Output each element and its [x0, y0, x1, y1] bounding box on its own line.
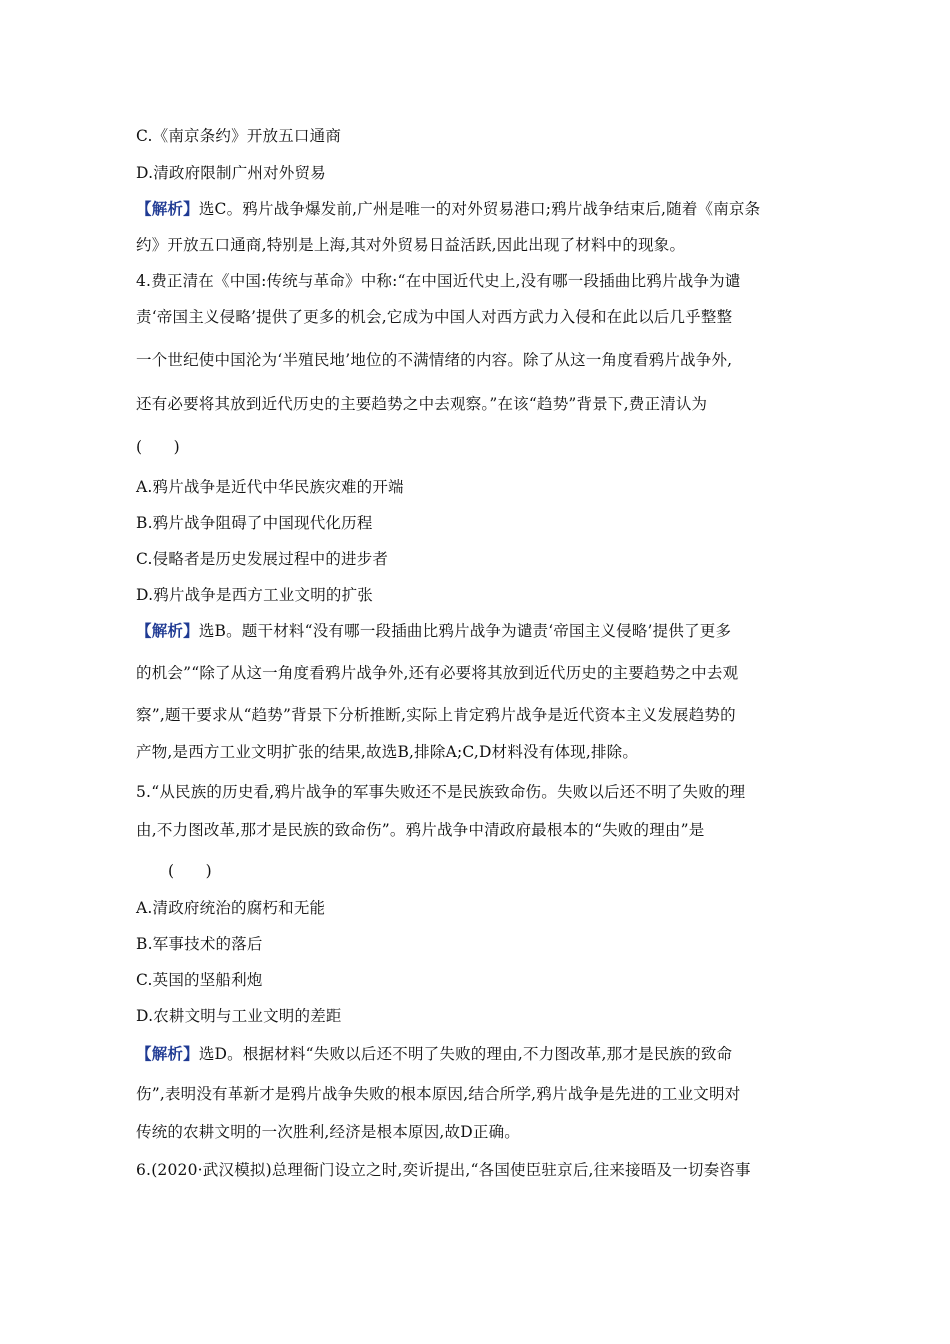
- q3-option-d: D.清政府限制广州对外贸易: [136, 164, 326, 182]
- analysis-tag: 【解析】: [136, 1044, 199, 1063]
- analysis-text: 选C。鸦片战争爆发前,广州是唯一的对外贸易港口;鸦片战争结束后,随着《南京条: [198, 200, 761, 218]
- q4-analysis-line-4: 产物,是西方工业文明扩张的结果,故选B,排除A;C,D材料没有体现,排除。: [136, 743, 639, 761]
- q3-option-c: C.《南京条约》开放五口通商: [136, 127, 342, 145]
- q5-stem-line-1: 5.“从民族的历史看,鸦片战争的军事失败还不是民族致命伤。失败以后还不明了失败的理: [136, 783, 746, 801]
- q4-analysis-line-3: 察”,题干要求从“趋势”背景下分析推断,实际上肯定鸦片战争是近代资本主义发展趋势的: [136, 706, 736, 724]
- q4-option-d: D.鸦片战争是西方工业文明的扩张: [136, 586, 374, 604]
- q4-option-a: A.鸦片战争是近代中华民族灾难的开端: [136, 478, 404, 496]
- q5-analysis-line-2: 伤”,表明没有革新才是鸦片战争失败的根本原因,结合所学,鸦片战争是先进的工业文明对: [136, 1085, 741, 1103]
- q4-option-c: C.侵略者是历史发展过程中的进步者: [136, 550, 389, 568]
- analysis-tag: 【解析】: [136, 199, 199, 218]
- q3-analysis-line-1: [136, 198, 816, 220]
- q5-option-a: A.清政府统治的腐朽和无能: [136, 899, 326, 917]
- analysis-text: 选B。题干材料“没有哪一段插曲比鸦片战争为谴责‘帝国主义侵略’提供了更多: [198, 622, 732, 640]
- q5-option-c: C.英国的坚船利炮: [136, 971, 263, 989]
- q5-stem-line-2: 由,不力图改革,那才是民族的致命伤”。鸦片战争中清政府最根本的“失败的理由”是: [136, 821, 705, 839]
- q4-answer-blank: ( ): [136, 438, 180, 456]
- q4-analysis-line-2: 的机会”“除了从这一角度看鸦片战争外,还有必要将其放到近代历史的主要趋势之中去观: [136, 664, 739, 682]
- q4-option-b: B.鸦片战争阻碍了中国现代化历程: [136, 514, 373, 532]
- q4-stem-line-3: 一个世纪使中国沦为‘半殖民地’地位的不满情绪的内容。除了从这一角度看鸦片战争外,: [136, 351, 733, 369]
- q5-analysis-line-1: [136, 1043, 816, 1065]
- analysis-tag: 【解析】: [136, 621, 199, 640]
- q4-stem-line-4: 还有必要将其放到近代历史的主要趋势之中去观察。”在该“趋势”背景下,费正清认为: [136, 395, 708, 413]
- q5-option-b: B.军事技术的落后: [136, 935, 263, 953]
- q6-stem-line-1: 6.(2020·武汉模拟)总理衙门设立之时,奕䜣提出,“各国使臣驻京后,往来接晤及一切奏咨事: [136, 1161, 751, 1179]
- q5-answer-blank: ( ): [168, 862, 212, 880]
- q5-analysis-line-3: 传统的农耕文明的一次胜利,经济是根本原因,故D正确。: [136, 1123, 520, 1141]
- q4-stem-line-1: 4.费正清在《中国:传统与革命》中称:“在中国近代史上,没有哪一段插曲比鸦片战争为谴: [136, 272, 741, 290]
- q4-analysis-line-1: [136, 620, 816, 642]
- q4-stem-line-2: 责‘帝国主义侵略’提供了更多的机会,它成为中国人对西方武力入侵和在此以后几乎整整: [136, 308, 733, 326]
- q5-option-d: D.农耕文明与工业文明的差距: [136, 1007, 342, 1025]
- analysis-text: 选D。根据材料“失败以后还不明了失败的理由,不力图改革,那才是民族的致命: [198, 1045, 733, 1063]
- q3-analysis-line-2: 约》开放五口通商,特别是上海,其对外贸易日益活跃,因此出现了材料中的现象。: [136, 236, 686, 254]
